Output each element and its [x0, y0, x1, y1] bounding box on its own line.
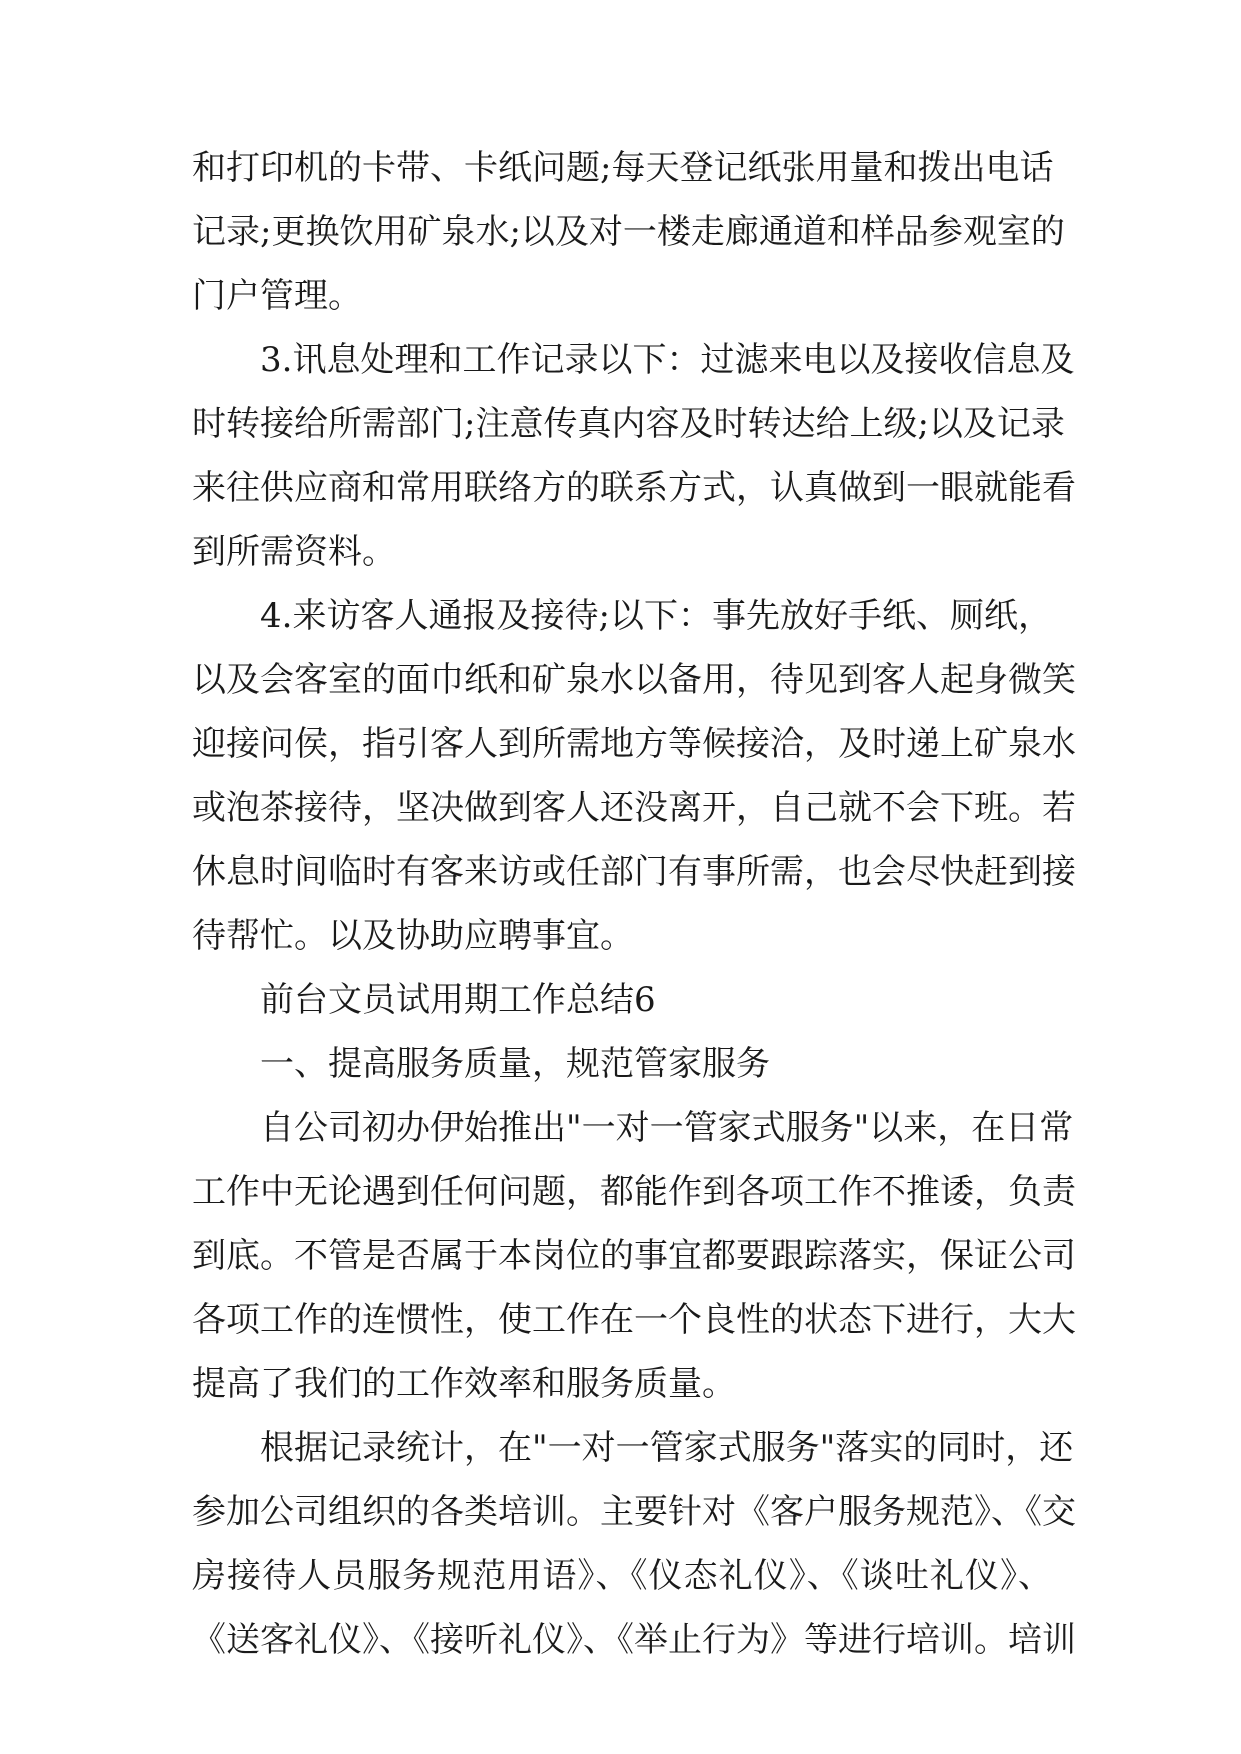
text-line: 门户管理。	[192, 276, 362, 316]
text-line: 或泡茶接待，坚决做到客人还没离开，自己就不会下班。若	[192, 788, 1076, 828]
text-line: 和打印机的卡带、卡纸问题;每天登记纸张用量和拨出电话	[192, 148, 1054, 188]
text-line: 到所需资料。	[192, 532, 396, 572]
text-line: 来往供应商和常用联络方的联系方式，认真做到一眼就能看	[192, 468, 1076, 508]
text-line: 工作中无论遇到任何问题，都能作到各项工作不推诿，负责	[192, 1172, 1076, 1212]
text-line: 各项工作的连惯性，使工作在一个良性的状态下进行，大大	[192, 1300, 1076, 1340]
text-line: 休息时间临时有客来访或任部门有事所需，也会尽快赶到接	[192, 852, 1076, 892]
text-line: 一、提高服务质量，规范管家服务	[260, 1044, 770, 1084]
text-line: 提高了我们的工作效率和服务质量。	[192, 1364, 736, 1404]
text-line: 到底。不管是否属于本岗位的事宜都要跟踪落实，保证公司	[192, 1236, 1076, 1276]
text-line: 自公司初办伊始推出"一对一管家式服务"以来，在日常	[260, 1108, 1074, 1148]
text-line: 参加公司组织的各类培训。主要针对《客户服务规范》、《交	[192, 1492, 1076, 1532]
text-line: 《送客礼仪》、《接听礼仪》、《举止行为》等进行培训。培训	[192, 1620, 1076, 1660]
text-line: 记录;更换饮用矿泉水;以及对一楼走廊通道和样品参观室的	[192, 212, 1065, 252]
text-line: 时转接给所需部门;注意传真内容及时转达给上级;以及记录	[192, 404, 1065, 444]
document-body	[192, 136, 1076, 1672]
text-line: 3.讯息处理和工作记录以下：过滤来电以及接收信息及	[260, 340, 1075, 380]
text-line: 根据记录统计，在"一对一管家式服务"落实的同时，还	[260, 1428, 1074, 1468]
text-line: 4.来访客人通报及接待;以下：事先放好手纸、厕纸，	[260, 596, 1052, 636]
text-line: 前台文员试用期工作总结6	[260, 980, 656, 1020]
text-line: 迎接问侯，指引客人到所需地方等候接洽，及时递上矿泉水	[192, 724, 1076, 764]
text-line: 以及会客室的面巾纸和矿泉水以备用，待见到客人起身微笑	[192, 660, 1076, 700]
text-line: 待帮忙。以及协助应聘事宜。	[192, 916, 634, 956]
text-line: 房接待人员服务规范用语》、《仪态礼仪》、《谈吐礼仪》、	[192, 1556, 1052, 1596]
